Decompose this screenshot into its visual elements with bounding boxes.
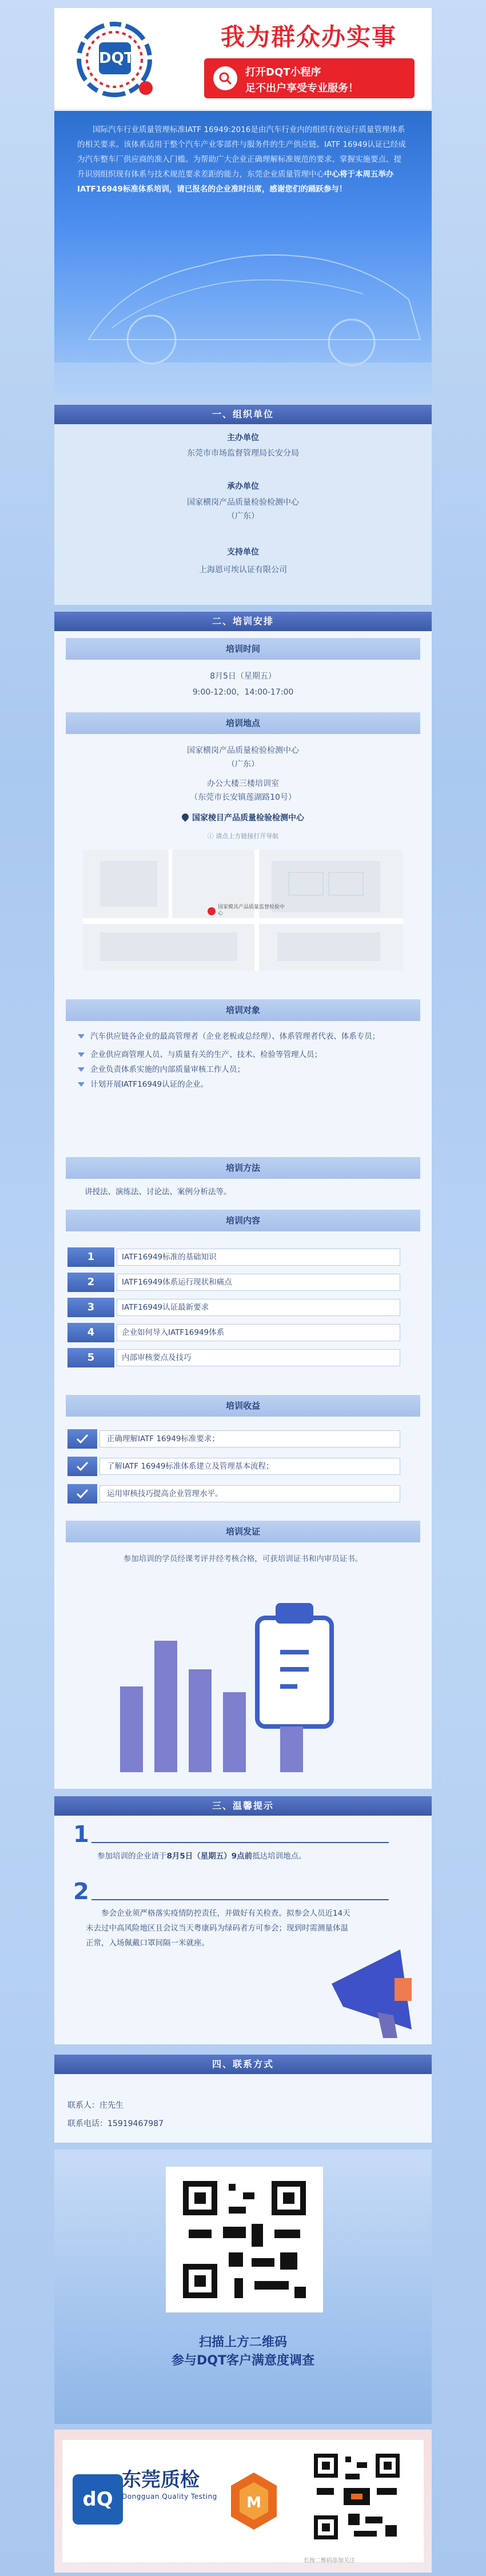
logo-mark: DQT [99, 42, 131, 74]
co-value-1: 国家横岗产品质量检验检测中心 [187, 498, 299, 507]
divider [91, 1899, 389, 1901]
tip1-text: 参加培训的企业请于8月5日（星期五）9点前抵达培训地点。 [97, 1852, 306, 1861]
section-tips-header: 三、温馨提示 [54, 1796, 432, 1816]
place-line2: （广东） [227, 760, 259, 769]
time-subhead: 培训时间 [66, 638, 420, 660]
list-item: 企业供应商管理人员、与质量有关的生产、技术、检验等管理人员； [74, 1047, 412, 1062]
co-value-2: （广东） [227, 512, 259, 521]
button-line1: 打开DQT小程序 [245, 66, 321, 78]
section-contact-header: 四、联系方式 [54, 2055, 432, 2074]
button-line2: 足不出户享受专业服务！ [245, 82, 358, 94]
intro-paragraph: 国际汽车行业质量管理标准IATF 16949:2016是由汽车行业内的组织有效运行质量管理体系的相关要求。该体系适用于整个汽车产业零部件与服务件的生产供应链。IATF 16949认证已经成为汽车整车厂供应商的准入门槛。为帮助广大企业正确理解标准规范的要求、掌握实施要点、提升识别组织现有体系与技术规范要求差距的能力，东莞企业质量管理中心中心将于本周五举办IATF16949标准体系培训，请已报名的企业准时出席，感谢您们的踊跃参与！ [77, 125, 406, 194]
benefit-row [67, 1484, 400, 1504]
benefit-row [67, 1429, 400, 1449]
survey-qr-code[interactable] [166, 2167, 323, 2312]
place-line1: 国家横岗产品质量检验检测中心 [187, 746, 299, 755]
place-line4: （东莞市长安镇莲湖路10号） [190, 793, 296, 802]
map-hint: ⓘ 请点上方链接打开导航 [207, 832, 279, 840]
section-organizer-header: 一、组织单位 [54, 405, 432, 424]
search-icon [213, 66, 237, 90]
support-value: 上海恩可埃认证有限公司 [199, 565, 287, 575]
content-row [67, 1247, 400, 1267]
certificate-value: 参加培训的学员经课考评并经考核合格，可获培训证书和内审员证书。 [123, 1554, 363, 1564]
content-text: IATF16949体系运行现状和痛点 [117, 1274, 400, 1291]
check-icon [67, 1484, 97, 1504]
host-value: 东莞市市场监督管理局长安分局 [187, 449, 299, 458]
header-banner [54, 8, 432, 111]
content-row [67, 1298, 400, 1317]
open-mini-program-button[interactable] [204, 58, 415, 98]
divider [91, 1842, 389, 1844]
bar-document-illustration [109, 1578, 395, 1778]
content-num: 5 [67, 1348, 114, 1367]
benefit-text: 正确理解IATF 16949标准要求； [99, 1430, 400, 1447]
footer-card [62, 2440, 424, 2562]
check-icon [67, 1457, 97, 1476]
support-label: 支持单位 [227, 548, 259, 557]
host-label: 主办单位 [227, 433, 259, 442]
content-text: IATF16949认证最新要求 [117, 1299, 400, 1316]
method-subhead: 培训方法 [66, 1157, 420, 1179]
footer-brand [54, 2430, 432, 2573]
footer-note: 长按二维码添加关注 [304, 2558, 355, 2564]
tip2-number: 2 [73, 1879, 89, 1905]
place-subhead: 培训地点 [66, 712, 420, 734]
place-line3: 办公大楼三楼培训室 [207, 779, 279, 788]
svg-text:M: M [246, 2494, 261, 2511]
time-line2: 9:00-12:00，14:00-17:00 [192, 688, 294, 697]
time-line1: 8月5日（星期五） [210, 672, 276, 681]
header-title: 我为群众办实事 [220, 23, 397, 51]
contact-phone[interactable]: 联系电话：15919467987 [67, 2119, 164, 2128]
content-row [67, 1348, 400, 1367]
tip2-text: 参会企业须严格落实疫情防控责任，并做好有关检查。拟参会人员近14天未去过中高风险地区且会议当天粤康码为绿码者方可参会；现到时需测量体温正常，入场佩戴口罩间隔一米就座。 [86, 1909, 350, 1948]
section-arrangement-header: 二、培训安排 [54, 612, 432, 631]
content-row [67, 1273, 400, 1292]
list-item: 计划开展IATF16949认证的企业。 [74, 1077, 412, 1092]
intro-section [54, 111, 432, 397]
objects-list [74, 1029, 412, 1092]
check-icon [67, 1429, 97, 1449]
benefit-row [67, 1457, 400, 1476]
method-value: 讲授法、演练法、讨论法、案例分析法等。 [85, 1187, 232, 1197]
benefit-subhead: 培训收益 [66, 1395, 420, 1417]
location-pin-icon [181, 812, 190, 822]
wechat-qr-code[interactable] [308, 2448, 405, 2545]
content-text: IATF16949标准的基础知识 [117, 1249, 400, 1266]
brand-name: 东莞质检 [122, 2469, 200, 2491]
map-location-link[interactable]: 国家棱目产品质量检验检测中心 [54, 812, 432, 824]
benefit-text: 了解IATF 16949标准体系建立及管理基本流程； [99, 1458, 400, 1475]
benefit-text: 运用审核技巧提高企业管理水平。 [99, 1485, 400, 1502]
content-subhead: 培训内容 [66, 1210, 420, 1231]
co-label: 承办单位 [227, 482, 259, 491]
dqt-logo [66, 15, 163, 104]
map-marker-label: 国家模具产品质量监督检验中心 [218, 904, 285, 916]
hexagon-badge-icon [228, 2470, 280, 2533]
content-num: 4 [67, 1323, 114, 1342]
objects-subhead: 培训对象 [66, 999, 420, 1021]
content-num: 2 [67, 1273, 114, 1292]
contact-person: 联系人：庄先生 [67, 2101, 124, 2110]
list-item: 企业负责体系实施的内部质量审核工作人员； [74, 1062, 412, 1077]
info-icon: ⓘ [207, 832, 216, 840]
content-text: 内部审核要点及技巧 [117, 1349, 400, 1366]
list-item: 汽车供应链各企业的最高管理者（企业老板或总经理）、体系管理者代表、体系专员； [74, 1029, 412, 1044]
megaphone-icon [320, 1944, 435, 2041]
brand-english: Dongguan Quality Testing [122, 2493, 217, 2501]
content-num: 1 [67, 1247, 114, 1267]
survey-line1: 扫描上方二维码 [198, 2335, 287, 2350]
content-num: 3 [67, 1298, 114, 1317]
certificate-subhead: 培训发证 [66, 1521, 420, 1542]
brand-logo-icon: dQ [73, 2474, 123, 2525]
location-map[interactable] [83, 850, 403, 971]
content-text: 企业如何导入IATF16949体系 [117, 1324, 400, 1341]
survey-line2: 参与DQT客户满意度调查 [172, 2354, 314, 2368]
content-row [67, 1323, 400, 1342]
tip1-number: 1 [73, 1821, 89, 1848]
